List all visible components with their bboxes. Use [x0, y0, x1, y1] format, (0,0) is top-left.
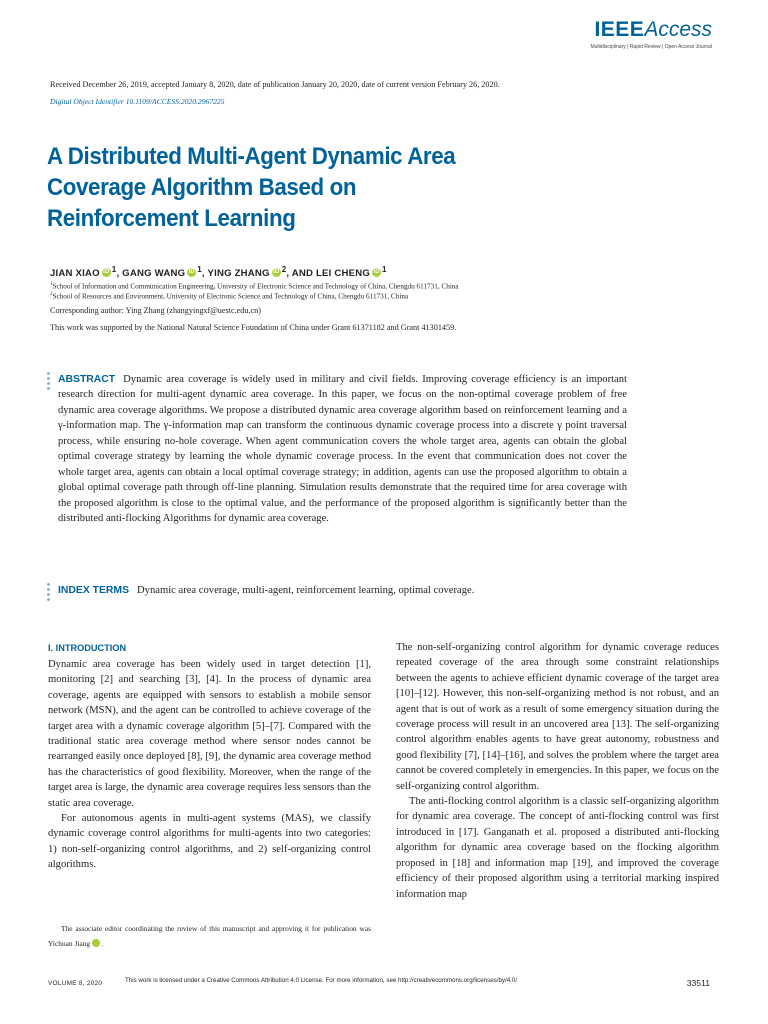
- paragraph: The anti-flocking control algorithm is a classic self-organizing algorithm for dynamic area coverage. The concept of anti-flocking control was first introduced in [17]. Ganganath et al. proposed a distributed anti-flocking algorithm for dynamic area coverage based on the flocking algorithm proposed in [18] and information map [19], and improved the coverage efficiency of their proposed algorithm using a territorial marking inspired information map: [396, 796, 719, 900]
- title-line: A Distributed Multi-Agent Dynamic Area: [47, 143, 456, 170]
- section-marker-dots: [47, 372, 51, 392]
- index-terms: [58, 583, 627, 598]
- page-number: 33511: [686, 978, 710, 988]
- left-column: [48, 641, 371, 873]
- footnote-text: The associate editor coordinating the review of this manuscript and approving it for publication was Yichuan Jiang: [48, 924, 371, 948]
- affiliation: [50, 290, 408, 301]
- index-terms-heading: INDEX TERMS: [58, 585, 130, 596]
- author-name[interactable]: LEI CHENG: [316, 268, 371, 279]
- section-marker-dots: [47, 583, 51, 603]
- author-separator: ,: [116, 268, 123, 279]
- right-column: [396, 640, 719, 902]
- abstract-heading: ABSTRACT: [58, 374, 116, 385]
- author-name[interactable]: YING ZHANG: [207, 268, 270, 279]
- paragraph: Dynamic area coverage has been widely used in target detection [1], monitoring [2] and searching [3], [4]. In the process of dynamic area coverage, agents are equipped with sensors to establish a mobile sensor network (MSN), and the agent can be controlled to achieve coverage of the target area with a dynamic coverage algorithm [5]–[7]. Compared with the traditional static area coverage method where sensor nodes cannot be rearranged easily once deployed [8], [9], the dynamic area coverage method has the characteristics of good flexibility. Moreover, when the range of the target area is large, the dynamic area coverage requires less sensors than the static area coverage.: [48, 659, 371, 809]
- paper-title: [47, 141, 568, 234]
- paragraph: The non-self-organizing control algorithm for dynamic coverage reduces repeated coverage of the area through some constraint relationships between the agents to achieve efficient dynamic coverage of the target area [10]–[12]. However, this non-self-organizing method is not robust, and an agent that is out of work as a result of some emergency situation during the coverage process will result in an uncovered area [13]. The self-organizing control algorithm enables agents to have great autonomy, robustness and good flexibility [7], [14]–[16], and solves the problem where the target area cannot be covered completely in emergencies. In this paper, we focus on the self-organizing control algorithm.: [396, 642, 719, 792]
- journal-tagline: Multidisciplinary | Rapid Review | Open Access Journal: [590, 44, 712, 50]
- affiliation-marker: 1: [382, 265, 387, 274]
- section-heading: I. INTRODUCTION: [48, 643, 127, 653]
- author-name[interactable]: JIAN XIAO: [50, 268, 100, 279]
- affiliation-text: School of Information and Communication Engineering, University of Electronic Science and Technology of China, Chengdu 611731, China: [52, 282, 459, 291]
- author-separator: , AND: [286, 268, 316, 279]
- orcid-icon[interactable]: iD: [92, 939, 100, 947]
- affiliation-text: School of Resources and Environment, University of Electronic Science and Technology of China, Chengdu 611731, China: [52, 292, 409, 301]
- title-line: Coverage Algorithm Based on: [47, 174, 357, 201]
- affiliation-number: 2: [50, 292, 53, 297]
- author-list: [50, 263, 387, 280]
- journal-name-italic: Access: [644, 18, 712, 41]
- author-name[interactable]: GANG WANG: [122, 268, 186, 279]
- affiliation-number: 1: [50, 282, 53, 287]
- title-line: Reinforcement Learning: [47, 205, 296, 232]
- author-separator: ,: [201, 268, 208, 279]
- affiliation-marker: 1: [197, 265, 202, 274]
- affiliation-marker: 1: [111, 265, 117, 274]
- journal-name: [590, 18, 712, 42]
- volume-label: VOLUME 8, 2020: [48, 980, 103, 987]
- corresponding-author: Corresponding author: Ying Zhang (zhangyingxf@uestc.edu.cn): [50, 306, 261, 315]
- editor-footnote: The associate editor coordinating the review of this manuscript and approving it for publication was Yichuan Jiang iD.: [48, 924, 371, 948]
- funding-note: This work was supported by the National Natural Science Foundation of China under Grant 61371182 and Grant 41301459.: [50, 323, 457, 332]
- orcid-icon[interactable]: iD: [373, 269, 380, 275]
- journal-name-bold: IEEE: [594, 18, 645, 41]
- journal-logo: [590, 18, 712, 51]
- doi-link[interactable]: Digital Object Identifier 10.1109/ACCESS.2020.2967225: [50, 97, 225, 106]
- abstract: [58, 372, 627, 527]
- orcid-icon[interactable]: iD: [273, 269, 280, 275]
- abstract-text: Dynamic area coverage is widely used in military and civil fields. Improving coverage efficiency is an important research direction for multi-agent dynamic area coverage. In this paper, we focus on the non-optimal coverage problem of free dynamic area coverage algorithms. We propose a distributed dynamic area coverage algorithm based on reinforcement learning and a γ-information map. The γ-information map can transform the continuous dynamic coverage process into a discrete γ point traversal process, while ensuring no-hole coverage. When agent communication covers the whole target area, agents can obtain the global optimal coverage strategy by learning the whole dynamic coverage process. In the event that communication does not cover the whole target area, agents can obtain a local optimal coverage strategy; in addition, agents can use the proposed algorithm to obtain a global optimal coverage path through off-line planning. Simulation results demonstrate that the required time for area coverage with the proposed algorithm is close to the optimal value, and the performance of the proposed algorithm is significantly better than the distributed anti-flocking Algorithms for dynamic area coverage.: [58, 374, 627, 525]
- received-dates: Received December 26, 2019, accepted January 8, 2020, date of publication January 20, 2020, date of current version February 26, 2020.: [50, 80, 500, 89]
- index-terms-text: Dynamic area coverage, multi-agent, reinforcement learning, optimal coverage.: [137, 585, 475, 596]
- orcid-icon[interactable]: iD: [103, 269, 110, 275]
- license-note[interactable]: This work is licensed under a Creative Commons Attribution 4.0 License. For more information, see http://creativecommons.org/licenses/by/4.0/: [125, 977, 518, 984]
- paragraph: For autonomous agents in multi-agent systems (MAS), we classify dynamic coverage control algorithms for multi-agents into two categories: 1) non-self-organizing control algorithms, and 2) self-organizing control algorithms.: [48, 813, 371, 871]
- affiliation-marker: 2: [281, 265, 287, 274]
- orcid-icon[interactable]: iD: [188, 269, 195, 275]
